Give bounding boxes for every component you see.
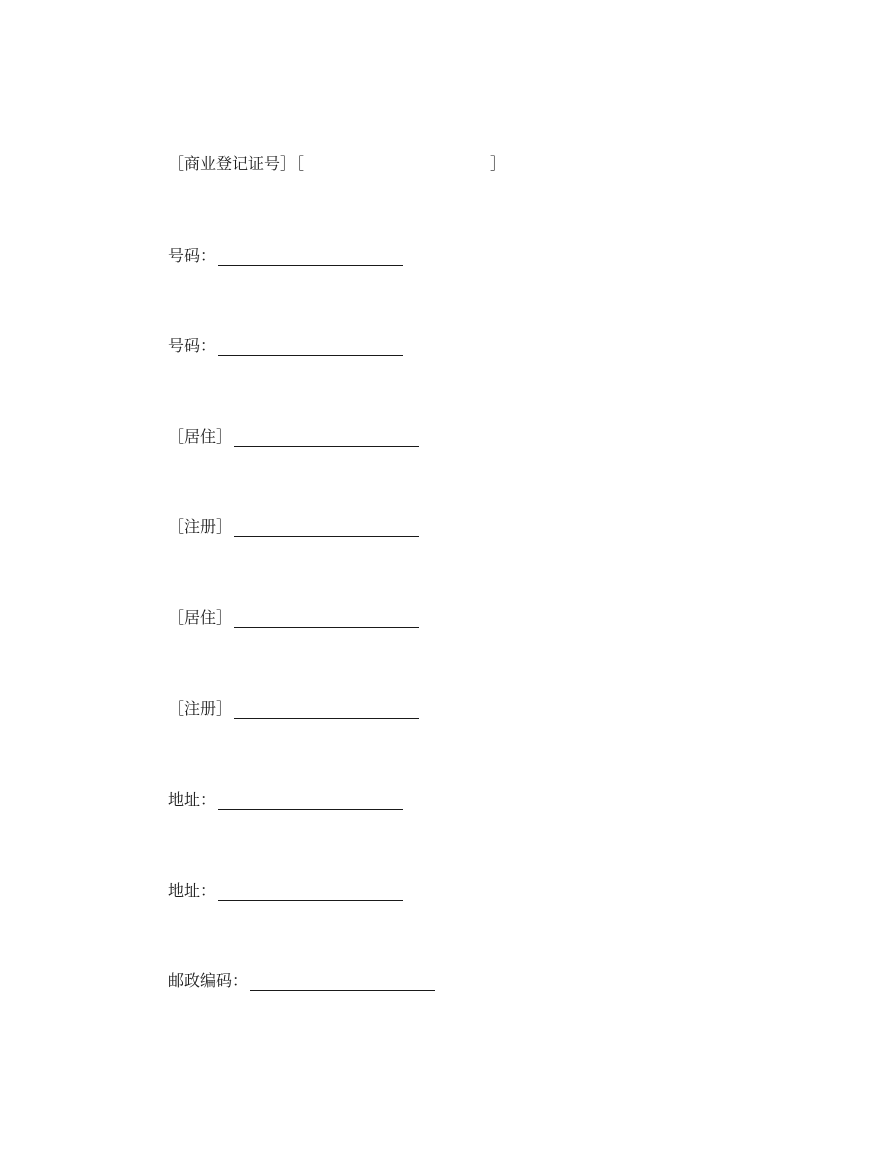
number-field-1[interactable] xyxy=(218,247,403,266)
residence-label-1: ［居住］ xyxy=(168,427,233,446)
number-row-2 xyxy=(168,332,403,356)
registered-row-2 xyxy=(168,695,419,719)
residence-field-1[interactable] xyxy=(234,428,419,447)
number-label-2: 号码： xyxy=(168,336,217,355)
postcode-label: 邮政编码： xyxy=(168,971,249,990)
address-row-2 xyxy=(168,877,403,901)
number-label-1: 号码： xyxy=(168,246,217,265)
residence-row-1 xyxy=(168,423,419,447)
registered-label-2: ［注册］ xyxy=(168,699,233,718)
residence-field-2[interactable] xyxy=(234,609,419,628)
address-row-1 xyxy=(168,786,403,810)
registered-field-2[interactable] xyxy=(234,700,419,719)
residence-row-2 xyxy=(168,604,419,628)
registered-row-1 xyxy=(168,513,419,537)
business-registration-close-bracket: ］ xyxy=(490,154,507,173)
number-row-1 xyxy=(168,242,403,266)
registered-label-1: ［注册］ xyxy=(168,517,233,536)
address-field-2[interactable] xyxy=(218,882,403,901)
address-field-1[interactable] xyxy=(218,791,403,810)
residence-label-2: ［居住］ xyxy=(168,608,233,627)
postcode-row xyxy=(168,967,435,991)
address-label-1: 地址： xyxy=(168,790,217,809)
registered-field-1[interactable] xyxy=(234,518,419,537)
business-registration-label: ［商业登记证号］［ xyxy=(168,154,305,173)
postcode-field[interactable] xyxy=(250,972,435,991)
business-registration-row xyxy=(168,150,506,174)
address-label-2: 地址： xyxy=(168,881,217,900)
number-field-2[interactable] xyxy=(218,337,403,356)
